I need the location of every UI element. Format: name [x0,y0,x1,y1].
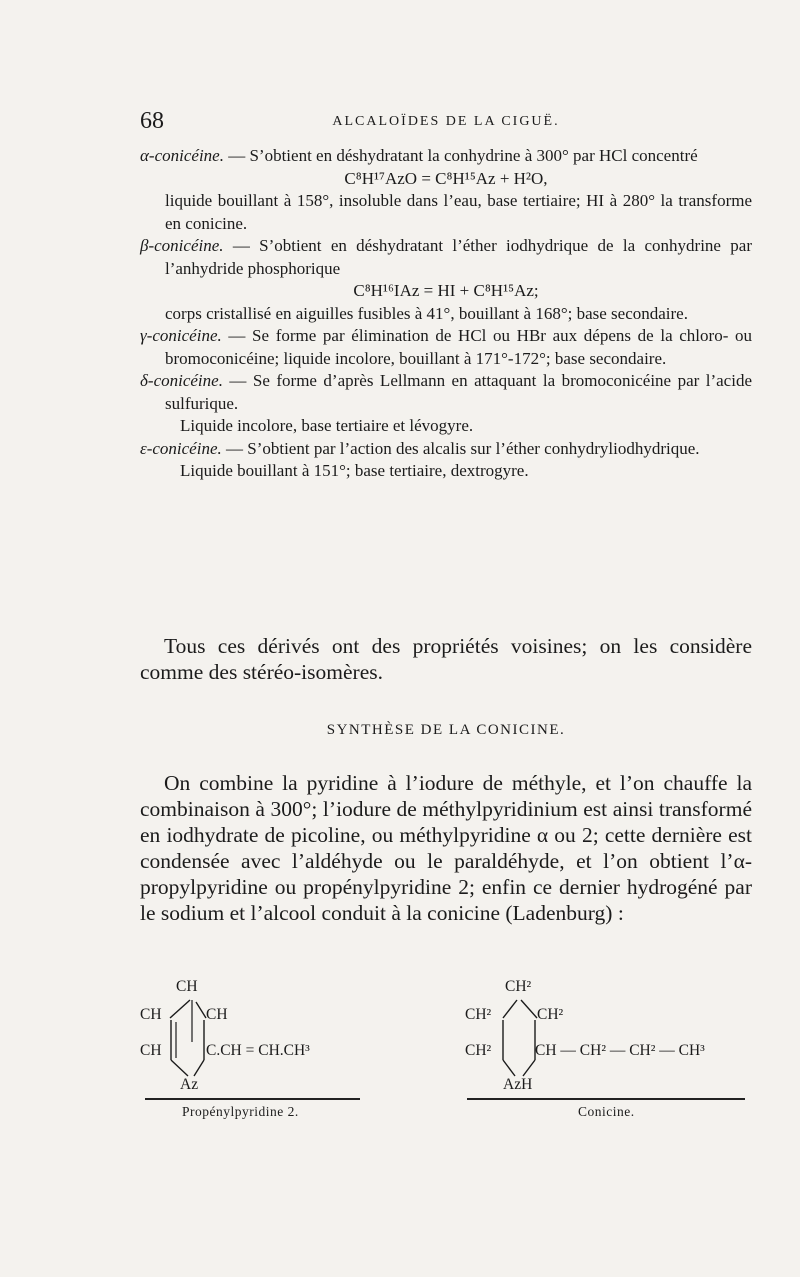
running-head: ALCALOÏDES DE LA CIGUË. [332,114,560,129]
atom-lower-right: C.CH = CH.CH³ [206,1042,310,1059]
summary-text: Tous ces dérivés ont des propriétés voisines; on les considère comme des stéréo-isomères. [140,634,752,684]
page-number: 68 [140,108,164,134]
entry-name: γ-conicéine. [140,326,222,345]
propenylpyridine-structure [140,978,400,1098]
entry-text: corps cristallisé en aiguilles fusibles à 41°, bouillant à 168°; base secondaire. [165,303,688,323]
entry-sub: Liquide bouillant à 151°; base tertiaire, dextrogyre. [180,461,529,480]
atom-lower-left: CH [140,1042,162,1059]
caption-rule [467,1098,745,1100]
summary-paragraph [140,633,752,685]
ring-bonds [140,978,240,1088]
entry-text: — S’obtient en déshydratant l’éther iodhydrique de la conhydrine par l’anhydride phosphorique [165,236,752,278]
right-structure-caption: Conicine. [578,1104,635,1119]
section-title: SYNTHÈSE DE LA CONICINE. [326,722,566,738]
atom-lower-left: CH² [465,1042,492,1059]
atom-bottom: Az [180,1076,199,1093]
caption-rule [145,1098,360,1100]
formula: C⁸H¹⁶IAz = HI + C⁸H¹⁵Az; [353,281,539,300]
entry-text: — Se forme d’après Lellmann en attaquant la bromoconicéine par l’acide sulfurique. [165,371,752,413]
atom-upper-right: CH² [537,1006,564,1023]
entry-name: α-conicéine. [140,146,224,165]
left-structure-caption: Propénylpyridine 2. [182,1104,299,1119]
entry-name: δ-conicéine. [140,371,223,390]
conicine-structure [465,978,755,1098]
entry-name: ε-conicéine. [140,438,222,458]
entry-text: — S’obtient par l’action des alcalis sur l’éther conhydryliodhydrique. [221,438,700,458]
atom-upper-left: CH² [465,1006,492,1023]
synthesis-paragraph [140,770,752,926]
atom-top: CH² [505,978,532,995]
entry-delta [140,370,752,415]
synthesis-text: On combine la pyridine à l’iodure de méthyle, et l’on chauffe la combinaison à 300°; l’iodure de méthylpyridinium est ainsi transformé en iodhydrate de picoline, ou méthylpyridine α ou 2; cette dernière est condensée avec l’aldéhyde ou le paraldéhyde, et l’on obtient l’α-propylpyridine ou propénylpyridine 2; enfin ce dernier hydrogéné par le sodium et l’alcool conduit à la conicine (Ladenburg) : [140,771,752,925]
conicein-list [140,145,752,483]
entry-name: β-conicéine. [140,236,224,255]
entry-text: — Se forme par élimination de HCl ou HBr aux dépens de la chloro- ou bromoconicéine; liquide incolore, bouillant à 171°-172°; base secondaire. [165,326,752,368]
entry-alpha [140,145,752,168]
atom-bottom: AzH [503,1076,533,1093]
entry-sub: Liquide incolore, base tertiaire et lévogyre. [180,416,474,435]
entry-text: — S’obtient en déshydratant la conhydrine à 300° par HCl concentré [223,146,698,165]
atom-top: CH [176,978,198,995]
atom-upper-left: CH [140,1006,162,1023]
page-header [140,108,752,138]
atom-lower-right: CH — CH² — CH² — CH³ [535,1042,705,1059]
entry-gamma [140,325,752,370]
entry-text: liquide bouillant à 158°, insoluble dans l’eau, base tertiaire; HI à 280° la transforme en conicine. [165,191,752,233]
formula: C⁸H¹⁷AzO = C⁸H¹⁵Az + H²O, [344,168,548,188]
atom-upper-right: CH [206,1006,228,1023]
ring-bonds [465,978,575,1088]
entry-epsilon [140,438,752,461]
entry-beta [140,235,752,280]
